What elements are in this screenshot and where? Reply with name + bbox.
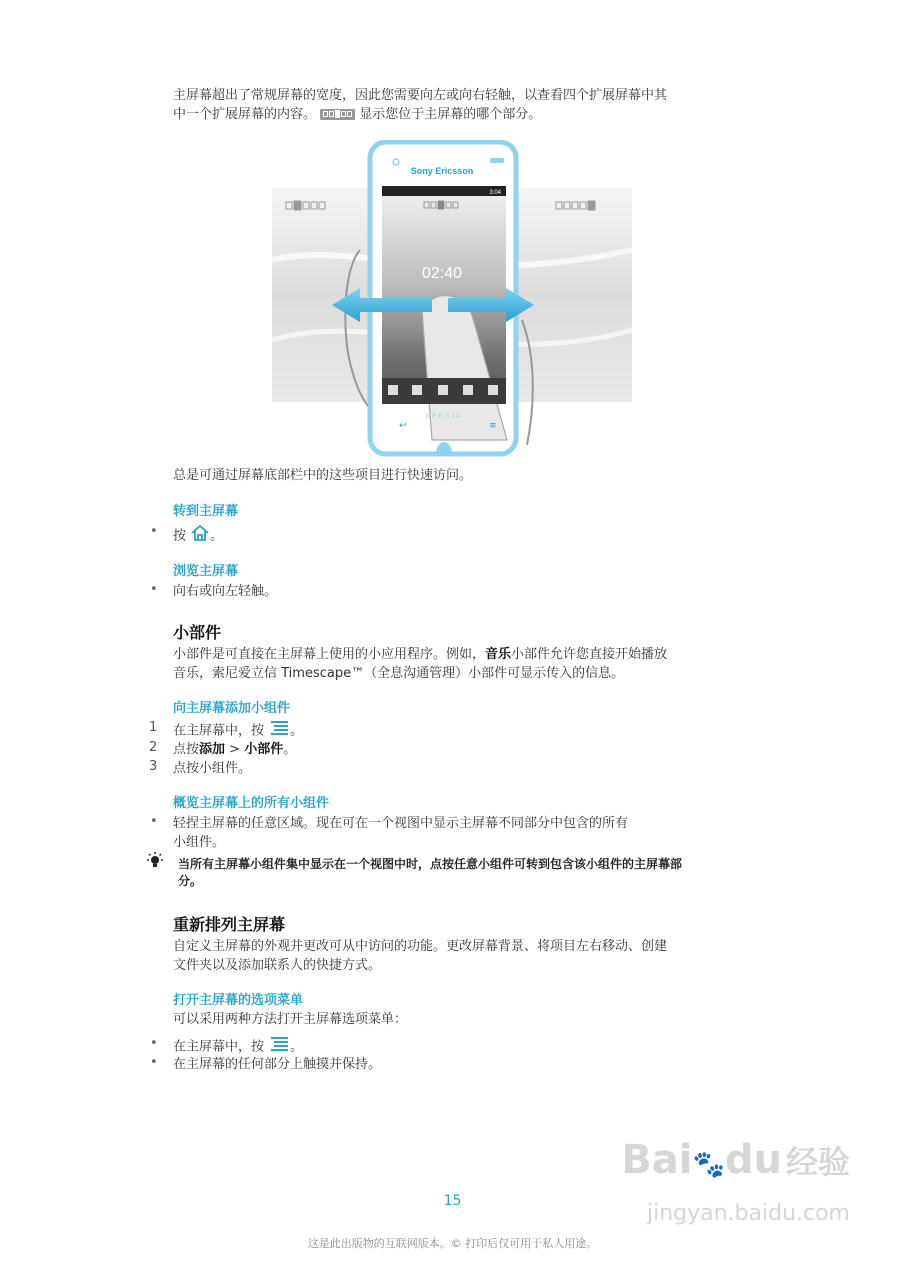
- footer-note: 这是此出版物的互联网版本。© 打印后仅可用于私人用途。: [307, 1237, 598, 1250]
- tip-text: 当所有主屏幕小组件集中显示在一个视图中时，点按任意小组件可转到包含该小组件的主屏幕部 分。: [178, 857, 683, 888]
- goto-home-title: 转到主屏幕: [173, 504, 239, 519]
- widgets-paragraph: 小部件是可直接在主屏幕上使用的小应用程序。例如，音乐小部件允许您直接开始播放 音乐，索尼爱立信 Timescape™（全息沟通管理）小部件可显示传入的信息。: [173, 647, 668, 681]
- rearrange-paragraph: 自定义主屏幕的外观并更改可从中访问的功能。更改屏幕背景、将项目左右移动、创建 文件夹以及添加联系人的快捷方式。: [173, 939, 668, 973]
- clock-time: 02:40: [421, 265, 463, 282]
- page-number: 15: [443, 1193, 462, 1209]
- back-key-icon: ↩: [399, 421, 407, 431]
- bullet: •: [150, 524, 158, 539]
- intro-line1: 主屏幕超出了常规屏幕的宽度，因此您需要向左或向右轻触，以查看四个扩展屏幕中其: [173, 88, 668, 103]
- options-method-2: 在主屏幕的任何部分上触摸并保持。: [173, 1057, 382, 1072]
- quick-access-text: 总是可通过屏幕底部栏中的这些项目进行快速访问。: [173, 468, 473, 483]
- options-method-1: 在主屏幕中，按 。: [173, 1036, 733, 1058]
- bullet: •: [150, 582, 158, 597]
- phone-swipe-graphic: [272, 140, 632, 460]
- xperia-logo: XPERIA: [425, 413, 463, 420]
- options-menu-title: 打开主屏幕的选项菜单: [173, 993, 304, 1008]
- bullet: •: [150, 814, 158, 829]
- paw-icon: 🐾: [692, 1150, 725, 1180]
- overview-text: 轻捏主屏幕的任意区域。现在可在一个视图中显示主屏幕不同部分中包含的所有 小组件。: [173, 816, 629, 850]
- menu-icon: [268, 720, 290, 742]
- browse-home-title: 浏览主屏幕: [173, 564, 239, 579]
- phone-brand: Sony Ericsson: [410, 166, 474, 176]
- bullet: •: [150, 1055, 158, 1070]
- menu-key-icon: ≡: [489, 421, 497, 431]
- step-number: 1: [149, 720, 158, 735]
- step-1: 在主屏幕中，按 。: [173, 720, 733, 742]
- lightbulb-icon: [146, 852, 164, 874]
- overview-title: 概览主屏幕上的所有小组件: [173, 796, 330, 811]
- widgets-heading: 小部件: [173, 623, 222, 642]
- intro-paragraph: [173, 86, 758, 124]
- step-3: 点按小组件。: [173, 761, 252, 776]
- intro-line2: 中一个扩展屏幕的内容。 显示您位于主屏幕的哪个部分。: [173, 107, 542, 122]
- browse-home-instruction: 向右或向左轻触。: [173, 584, 278, 599]
- step-2: 点按添加 > 小部件。: [173, 742, 297, 757]
- bullet: •: [150, 1036, 158, 1051]
- music-emphasis: 音乐: [485, 647, 512, 662]
- status-bar-time: 3:04: [489, 190, 501, 196]
- rearrange-heading: 重新排列主屏幕: [173, 915, 286, 934]
- step-number: 3: [149, 759, 158, 774]
- baidu-jingyan-watermark: Bai🐾du 经验 jingyan.baidu.com: [621, 1137, 850, 1226]
- home-icon: [190, 524, 210, 548]
- add-widget-title: 向主屏幕添加小组件: [173, 701, 291, 716]
- goto-home-instruction: 按 。: [173, 524, 733, 548]
- options-menu-intro: 可以采用两种方法打开主屏幕选项菜单：: [173, 1012, 408, 1027]
- step-number: 2: [149, 740, 158, 755]
- page-indicator-icon: [320, 109, 355, 120]
- home-screen-illustration: [272, 140, 632, 460]
